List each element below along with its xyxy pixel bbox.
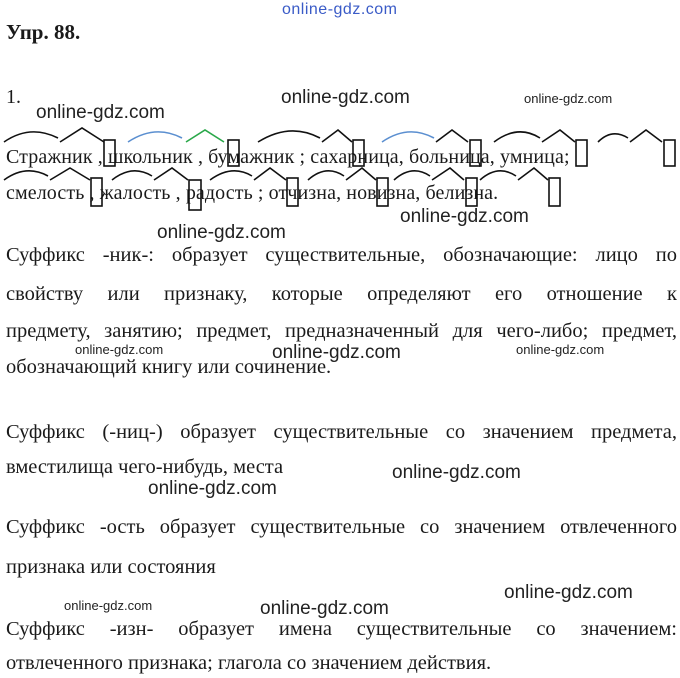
ending-box-bumazh <box>353 140 364 166</box>
watermark: online-gdz.com <box>36 102 165 123</box>
ending-box-um <box>664 140 675 166</box>
para2-line1: Суффикс (-ниц-) образует существительные со значением предмета, <box>6 421 677 443</box>
root-arc-bol <box>494 132 540 142</box>
suffix-caret-bel <box>518 168 548 180</box>
word-line-1: Стражник , школьник , бумажник ; сахарница, больница, умница; <box>6 146 570 168</box>
ending-box-otch <box>377 178 388 206</box>
exercise-title: Упр. 88. <box>6 20 81 44</box>
watermark: online-gdz.com <box>157 222 286 243</box>
root-arc-um <box>598 134 628 142</box>
para1-line4: обозначающий книгу или сочинение. <box>6 356 332 378</box>
suffix-caret-smel <box>50 168 90 180</box>
word-line-2: смелость , жалость , радость ; отчизна, новизна, белизна. <box>6 182 499 204</box>
root-arc-smel <box>4 171 48 180</box>
para1-line3: предмету, занятию; предмет, предназначенный для чего-либо; предмет, <box>6 320 677 342</box>
watermark: online-gdz.com <box>148 478 277 499</box>
suffix-caret-strazh <box>60 128 104 142</box>
ending-box-sakhar <box>470 140 481 166</box>
suffix-caret-um <box>630 130 662 142</box>
ending-box-nov <box>466 178 477 206</box>
watermark: online-gdz.com <box>260 598 389 619</box>
para4-line2: отвлеченного признака; глагола со значением действия. <box>6 652 492 674</box>
ending-box-shkol <box>228 140 239 166</box>
para3-line2: признака или состояния <box>6 556 216 578</box>
ending-box-strazh <box>104 140 115 166</box>
ending-box-rad <box>287 178 298 206</box>
site-watermark-top: online-gdz.com <box>282 1 398 18</box>
watermark: online-gdz.com <box>516 342 605 357</box>
watermark: online-gdz.com <box>400 206 529 227</box>
para1-line2: свойству или признаку, которые определяют его отношение к <box>6 283 677 305</box>
item-number: 1. <box>6 86 21 108</box>
suffix-caret-zhal <box>154 168 188 180</box>
ending-box-bol <box>576 140 587 166</box>
root-arc-shkol <box>128 132 182 142</box>
watermark: online-gdz.com <box>281 87 410 108</box>
root-arc-otch <box>308 171 344 180</box>
para4-line1: Суффикс -изн- образует имена существительные со значением: <box>6 618 677 640</box>
root-arc-zhal <box>112 171 152 180</box>
suffix-caret-otch <box>346 168 376 180</box>
root-arc-bel <box>480 171 516 180</box>
ending-box-zhal <box>189 180 201 210</box>
root-arc-bumazh <box>258 131 320 142</box>
root-arc-strazh <box>4 132 58 142</box>
watermark: online-gdz.com <box>64 598 153 613</box>
watermark: online-gdz.com <box>504 582 633 603</box>
para3-line1: Суффикс -ость образует существительные со значением отвлеченного <box>6 516 677 538</box>
para1-line1: Суффикс -ник-: образует существительные, обозначающие: лицо по <box>6 244 677 266</box>
ending-box-smel <box>91 178 102 206</box>
watermark: online-gdz.com <box>392 462 521 483</box>
suffix-caret-nov <box>432 168 464 180</box>
root-arc-rad <box>210 171 252 180</box>
ending-box-bel <box>549 178 560 206</box>
suffix-caret-shkol <box>186 130 224 142</box>
suffix-caret-sakhar <box>436 130 468 142</box>
para2-line2: вместилища чего-нибудь, места <box>6 456 284 478</box>
watermark: online-gdz.com <box>75 342 164 357</box>
root-arc-nov <box>394 171 430 180</box>
suffix-caret-bumazh <box>322 130 352 142</box>
watermark: online-gdz.com <box>524 91 613 106</box>
suffix-caret-rad <box>254 168 286 180</box>
suffix-caret-bol <box>542 130 575 142</box>
watermark: online-gdz.com <box>272 342 401 363</box>
root-arc-sakhar <box>382 132 434 142</box>
